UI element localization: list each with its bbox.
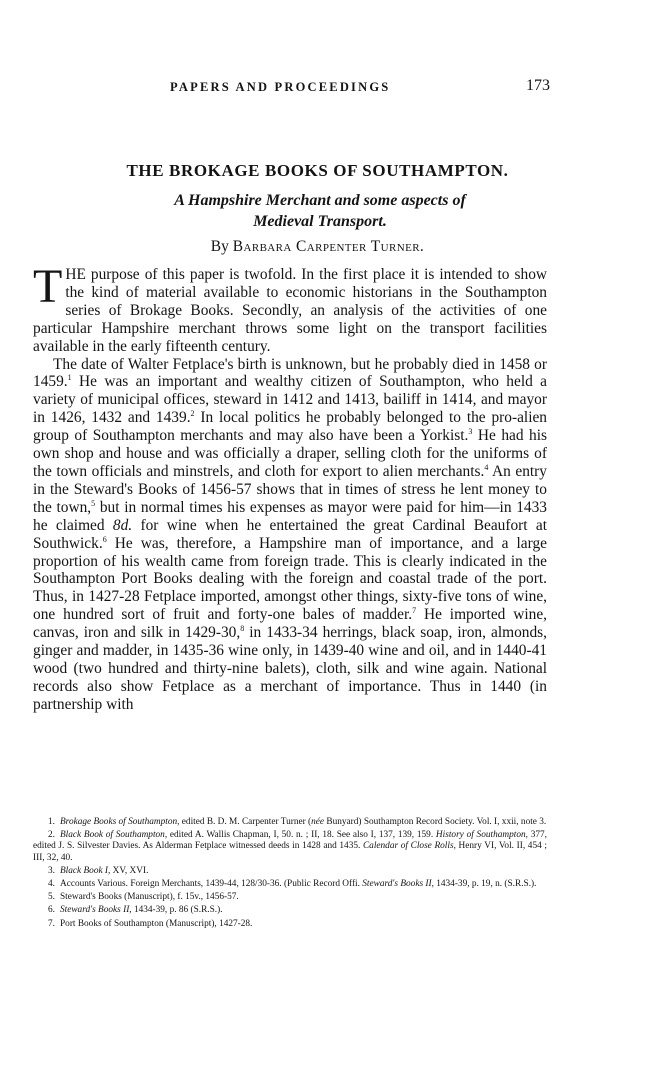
italic-run: Black Book I, (60, 865, 111, 876)
text-run: edited A. Wallis Chapman, I, 50. n. ; II, 18. See also I, 137, 139, 159. (167, 830, 436, 841)
text-run: Steward's Books (Manuscript), f. 15v., 1456-57. (60, 892, 239, 903)
article-title: THE BROKAGE BOOKS OF SOUTHAMPTON. (126, 161, 509, 180)
subtitle-line-1: A Hampshire Merchant and some aspects of (174, 192, 466, 209)
text-run: but in normal times his expenses as mayor were paid for him—in 1433 he claimed (33, 498, 547, 534)
text-run: 1434-39, p. 19, n. (S.R.S.). (433, 879, 537, 890)
text-run: 1434-39, p. 86 (S.R.S.). (131, 905, 223, 916)
footnote (33, 830, 547, 864)
footnote (33, 817, 547, 828)
footnote-number: 6. (48, 905, 55, 916)
text-run: He imported wine, canvas, iron and silk in 1429-30, (33, 606, 547, 642)
italic-run: Black Book of Southampton, (60, 830, 168, 841)
byline-author: Barbara Carpenter Turner. (232, 238, 425, 255)
drop-cap: T (33, 260, 63, 313)
footnote-ref-6[interactable]: 6 (102, 534, 107, 544)
italic-run: Calendar of Close Rolls, (362, 841, 456, 852)
paragraph-1 (33, 260, 547, 356)
text-run: Henry VI, Vol. II, 454 ; III, 32, 40. (33, 841, 547, 863)
text-run: in 1433-34 herrings, black soap, iron, almonds, ginger and madder, in 1435-36 wine only, in 1439-40 wine and oil, and in 1440-41 wood (two hundred and thirty-nine balets), cloth, silk and wine again. National records also show Fetplace as a merchant of importance. Thus in 1440 (in partnership with (33, 624, 548, 713)
text-run: An entry in the Steward's Books of 1456-57 shows that in times of stress he lent money to the town, (33, 462, 547, 516)
text-run: The date of Walter Fetplace's birth is unknown, but he probably died in 1458 or 1459. (33, 355, 547, 391)
footnote-ref-1[interactable]: 1 (67, 373, 72, 383)
footnote (33, 892, 547, 903)
footnote-number: 1. (48, 817, 55, 827)
text-run: XV, XVI. (110, 865, 149, 876)
footnote-ref-8[interactable]: 8 (240, 624, 245, 634)
text-run: He was, therefore, a Hampshire man of importance, and a large proportion of his wealth came from foreign trade. This is clearly indicated in the Southampton Port Books dealing with the foreign and coastal trade of the port. Thus, in 1427-28 Fetplace imported, amongst other things, sixty-five tons of wine, one hundred sort of fruit and forty-one bales of madder. (33, 534, 547, 624)
text-run: 377, edited J. S. Silvester Davies. As Alderman Fetplace witnessed deeds in 1428 and 1435. (33, 830, 547, 852)
footnote-number: 5. (48, 892, 55, 903)
italic-run: Brokage Books of Southampton, (60, 817, 180, 827)
text-run: Port Books of Southampton (Manuscript), 1427-28. (60, 918, 253, 929)
footnote-number: 4. (48, 879, 55, 890)
footnotes (33, 817, 547, 932)
text-run: for wine when he entertained the great Cardinal Beaufort at Southwick. (33, 516, 547, 552)
article-subtitle (70, 190, 570, 232)
text-run: He had his own shop and house and was officially a draper, selling cloth for the uniforms of the town officials and minstrels, and cloth for export to alien merchants. (33, 427, 548, 480)
byline-by: By (210, 238, 229, 255)
text-run: He was an important and wealthy citizen of Southampton, who held a variety of municipal offices, steward in 1412 and 1413, bailiff in 1414, and mayor in 1426, 1432 and 1439. (33, 373, 547, 427)
italic-run: Steward's Books II, (362, 879, 434, 890)
page-number: 173 (526, 77, 550, 94)
paragraph-2 (33, 356, 547, 714)
byline (40, 238, 595, 256)
subtitle-line-2: Medieval Transport. (253, 213, 387, 230)
footnote-ref-2[interactable]: 2 (190, 409, 195, 419)
footnote-ref-5[interactable]: 5 (91, 498, 96, 508)
footnote (33, 905, 547, 916)
footnote-ref-3[interactable]: 3 (468, 427, 473, 437)
italic-run: Steward's Books II, (60, 905, 132, 916)
text-run: edited B. D. M. Carpenter Turner ( (179, 817, 312, 827)
footnote-ref-4[interactable]: 4 (484, 462, 489, 472)
body-text (33, 260, 548, 714)
footnote (33, 879, 547, 890)
italic-run: 8d. (112, 516, 133, 534)
footnote (33, 866, 547, 877)
footnote-number: 3. (48, 865, 55, 876)
running-title: PAPERS AND PROCEEDINGS (170, 80, 391, 94)
text-run: Accounts Various. Foreign Merchants, 1439-44, 128/30-36. (Public Record Offi. (60, 879, 360, 890)
italic-run: née (311, 817, 325, 827)
footnote-number: 2. (48, 830, 55, 841)
text-run: In local politics he probably belonged to the pro-alien group of Southampton merchants and may also have been a Yorkist. (33, 409, 548, 445)
footnote-ref-7[interactable]: 7 (412, 606, 417, 616)
footnote (33, 919, 547, 930)
running-head (60, 77, 550, 99)
footnote-number: 7. (48, 918, 55, 929)
paragraph-1-text: HE purpose of this paper is twofold. In the first place it is intended to show the kind of material available to economic historians in the Southampton series of Brokage Books. Secondly, an analysis of the activities of one particular Hampshire merchant throws some light on the transport facilities available in the early fifteenth century. (33, 266, 547, 355)
text-run: Bunyard) Southampton Record Society. Vol. I, xxii, note 3. (324, 817, 547, 827)
italic-run: History of Southampton, (435, 830, 528, 841)
